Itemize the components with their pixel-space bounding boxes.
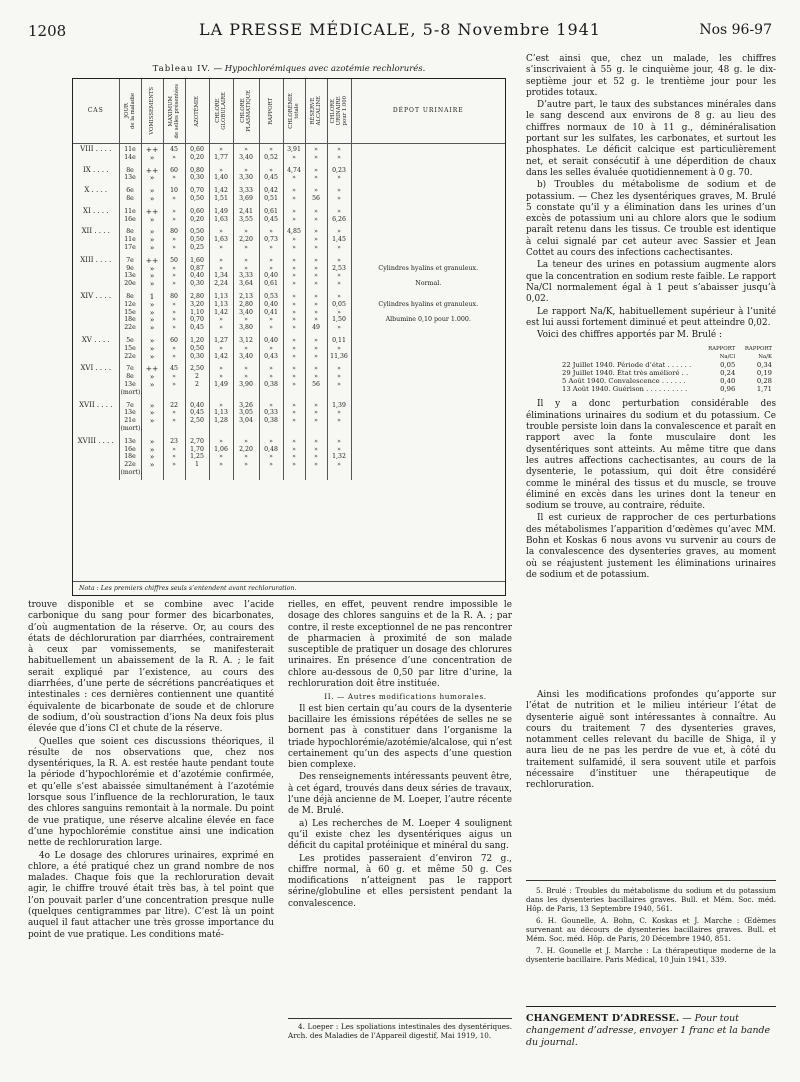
cell-jour: 8e 13e — [119, 165, 141, 186]
table-body — [73, 144, 505, 480]
ratio-na-k: 0,19 — [756, 369, 772, 378]
cell-ctot: 3,91 » — [283, 144, 305, 165]
cell-vom: 1 » » » » — [141, 291, 163, 335]
page-header — [28, 8, 772, 40]
cell-azot: 0,80 0,30 — [185, 165, 209, 186]
cell-ctot: » » — [283, 206, 305, 227]
cell-cglob: » 1,40 — [209, 165, 233, 186]
table-row — [73, 185, 505, 206]
footnote-4 — [288, 1022, 512, 1043]
paragraph: 4o Le dosage des chlorures urinaires, exprimé en chlore, a été pratiqué chez un grand nombre de nos malades. Chaque fois que la rechloruration devait agir, le chiffre trouvé était très bas, à tel point que l’on pouvait parler d’une concentration presque nulle (quelques centigrammes par litre). C’est là un point auquel il faut attacher une très grosse importance du point de vue pratique. Les conditions maté- — [28, 850, 274, 940]
ratio-na-cl: 0,40 — [720, 377, 736, 386]
header-chlore-plasmatique: CHLORE PLASMATIQUE — [233, 79, 259, 144]
table-row — [73, 165, 505, 186]
cell-depot: Cylindres hyalins et granuleux. Normal. — [378, 264, 479, 288]
table-row — [73, 335, 505, 363]
paragraph: b) Troubles du métabolisme de sodium et de potassium. — Chez les dysentériques graves, M. Brulé 5 constate qu’il y a élimination dans les urines d’un excès de potassium uni au chlore alors que le sodium paraît retenu dans les tissus. Ce trouble est identique à celui signalé par cet auteur avec Sassier et Jean Cottet au cours des infections cachectisantes. — [526, 180, 776, 259]
paragraph: rielles, en effet, peuvent rendre impossible le dosage des chlores sanguins et de la R. A. ; par contre, il reste exceptionnel de ne pas rencontrer de pharmacien à proximité de son malade susceptible de pratiquer un dosage des chlorures urinaires. En présence d’une concentration de chlore au-dessous de 0,50 par litre d’urine, la rechloruration doit être instituée. — [288, 600, 512, 690]
cell-azot: 0,70 0,50 — [185, 185, 209, 206]
cell-azot: 1,60 0,87 0,40 0,30 — [185, 255, 209, 291]
cell-ctot: » » » » — [283, 255, 305, 291]
cell-max: 45 » — [163, 144, 185, 165]
cell-cplasm: 3,33 3,69 — [233, 185, 259, 206]
cell-jour: 8e 11e 17e — [119, 226, 141, 254]
cell-cur: » » 1,32 » — [327, 436, 351, 480]
column-c — [526, 690, 776, 792]
table-row — [73, 436, 505, 480]
header-rapport: RAPPORT — [259, 79, 283, 144]
issue-number: Nos 96-97 — [699, 22, 772, 38]
paragraph: La teneur des urines en potassium augmente alors que la concentration en sodium reste faible. Le rapport Na/Cl normalement égal à 1 peut s’abaisser jusqu’à 0,02. — [526, 260, 776, 305]
cell-max: 10 » — [163, 185, 185, 206]
cell-max: 80 » » — [163, 226, 185, 254]
cell-ra: » » — [305, 144, 327, 165]
cell-depot — [351, 436, 505, 480]
cell-cas: XVI . . . . — [73, 363, 119, 399]
cell-ctot: » » » — [283, 363, 305, 399]
table-row — [73, 255, 505, 291]
cell-depot — [351, 206, 505, 227]
cell-jour: 7e 9e 13e 20e — [119, 255, 141, 291]
cell-jour: 11e 16e — [119, 206, 141, 227]
cell-ra: » » — [305, 206, 327, 227]
header-maximum: MAXIMUM de selles présentées — [163, 79, 185, 144]
cell-cplasm: » 2,20 » — [233, 226, 259, 254]
paragraph: Il est curieux de rapprocher de ces perturbations des métabolismes l’apparition d’œdèmes qu’avec MM. Bohn et Koskas 6 nous avons vu survenir au cours de la convalescence des dysenteries graves, au moment où se réajustent justement les éliminations urinaires de sodium et de potassium. — [526, 513, 776, 580]
paragraph: Ainsi les modifications profondes qu’apporte sur l’état de nutrition et le milieu intérieur l’état de dysenterie aiguë sont intéressantes à connaître. Au cours du traitement 7 des dysenteries graves, notamment celles relevant du bacille de Shiga, il y aura lieu de ne pas les perdre de vue et, à côté du traitement sulfamidé, il sera souvent utile et parfois nécessaire d’instituer une thérapeutique de rechloruration. — [526, 690, 776, 791]
cell-cplasm: » 3,30 — [233, 165, 259, 186]
header-chlore-globulaire: CHLORE GLOBULAIRE — [209, 79, 233, 144]
cell-azot: 0,50 0,50 0,25 — [185, 226, 209, 254]
cell-cplasm: » 2,20 » » — [233, 436, 259, 480]
right-column — [526, 54, 776, 581]
cell-ra: » » » » — [305, 255, 327, 291]
ratio-body — [526, 361, 776, 393]
cell-cas: IX . . . . — [73, 165, 119, 186]
cell-cur: » » » — [327, 363, 351, 399]
table-row — [73, 206, 505, 227]
cell-cas: XIV . . . . — [73, 291, 119, 335]
paragraph: Le rapport Na/K, habituellement supérieur à l’unité est lui aussi fortement diminué et peut atteindre 0,02. — [526, 306, 776, 328]
header-reserve: RÉSERVE ALCALINE — [305, 79, 327, 144]
cell-cplasm: 3,26 3,05 3,04 — [233, 400, 259, 436]
cell-ctot: » » » » » — [283, 291, 305, 335]
cell-max: 60 » — [163, 165, 185, 186]
cell-max: 45 » » — [163, 363, 185, 399]
cell-cglob: 1,27 » 1,42 — [209, 335, 233, 363]
cell-cur: » 2,53 » » — [327, 255, 351, 291]
cell-depot — [351, 185, 505, 206]
cell-jour: 7e 8e 13e (mort). — [119, 363, 141, 399]
table-row — [73, 291, 505, 335]
paragraph: Il y a donc perturbation considérable des éliminations urinaires du sodium et du potassium. Ce trouble persiste loin dans la convalescence et paraît en rapport avec la fonte musculaire dont les dysentériques sont atteints. Au même titre que dans les autres affections cachectisantes, au cours de la dysenterie, le potassium, qui doit être considéré comme le minéral des tissus et du muscle, se trouve éliminé en excès dans les urines dont la teneur en sodium se trouve, au contraire, réduite. — [526, 399, 776, 512]
cell-depot — [351, 335, 505, 363]
cell-cas: XVIII . . . . — [73, 436, 119, 480]
footnote-5: 5. Brulé : Troubles du métabolisme du sodium et du potassium dans les dysenteries bacillaires graves. Bull. et Mém. Soc. méd. Hôp. de Paris, 13 Septembre 1940, 561. — [526, 886, 776, 913]
cell-cur: » 6,26 — [327, 206, 351, 227]
ratio-row — [526, 377, 776, 385]
cell-jour: 8e 12e 15e 18e 22e — [119, 291, 141, 335]
cell-vom: ++ » » — [141, 363, 163, 399]
paragraph: Des renseignements intéressants peuvent être, à cet égard, trouvés dans deux séries de travaux, l’une déjà ancienne de M. Loeper, l’autre récente de M. Brulé. — [288, 772, 512, 817]
cell-cglob: » » 1,49 — [209, 363, 233, 399]
cell-rap: » 0,73 » — [259, 226, 283, 254]
cell-rap: 0,53 0,40 0,41 » » — [259, 291, 283, 335]
cell-rap: » » 0,38 — [259, 363, 283, 399]
cell-cas: XV . . . . — [73, 335, 119, 363]
ratio-na-k: 1,71 — [756, 385, 772, 394]
cell-cglob: » 1,77 — [209, 144, 233, 165]
cell-cas: VIII . . . . — [73, 144, 119, 165]
ratio-label: 13 Août 1940. Guérison . . . . . . . . . . — [562, 385, 688, 394]
cell-jour: 6e 8e — [119, 185, 141, 206]
cell-cplasm: 2,41 3,55 — [233, 206, 259, 227]
cell-cplasm: 2,13 2,80 3,40 » 3,80 — [233, 291, 259, 335]
cell-cglob: » 1,63 » — [209, 226, 233, 254]
cell-azot: 0,60 0,20 — [185, 206, 209, 227]
notice-title: CHANGEMENT D’ADRESSE. — [526, 1013, 680, 1024]
cell-azot: 1,20 0,50 0,30 — [185, 335, 209, 363]
footnote-6: 6. H. Gounelle, A. Bohn, C. Koskas et J. Marche : Œdèmes survenant au décours de dysenteries bacillaires graves. Bull. et Mém. Soc. méd. Hôp. de Paris, 20 Décembre 1940, 851. — [526, 916, 776, 943]
footnotes-5-7 — [526, 886, 776, 967]
cell-rap: 0,42 0,51 — [259, 185, 283, 206]
cell-cglob: 1,49 1,63 — [209, 206, 233, 227]
header-chlore-urinaire: CHLORE URINAIRE pour 1.000 — [327, 79, 351, 144]
ratio-label: 5 Août 1940. Convalescence . . . . . . — [562, 377, 686, 386]
cell-ctot: 4,85 » » — [283, 226, 305, 254]
cell-depot — [351, 144, 505, 165]
ratio-header-row — [526, 345, 776, 361]
cell-cas: X . . . . — [73, 185, 119, 206]
cell-cplasm: 3,12 » 3,40 — [233, 335, 259, 363]
ratio-table — [526, 345, 776, 393]
clinical-table — [73, 79, 505, 480]
table-caption-label: Tableau IV. — [152, 64, 211, 74]
cell-azot: 0,60 0,20 — [185, 144, 209, 165]
cell-cur: 0,23 » — [327, 165, 351, 186]
cell-rap: 0,40 » 0,43 — [259, 335, 283, 363]
cell-rap: » 0,33 0,38 — [259, 400, 283, 436]
table-header-row — [73, 79, 505, 144]
cell-rap: » » 0,40 0,61 — [259, 255, 283, 291]
column-b — [288, 600, 512, 910]
cell-vom: » » » — [141, 226, 163, 254]
cell-vom: ++ » — [141, 206, 163, 227]
cell-max: 50 » » » — [163, 255, 185, 291]
ratio-header-na-cl: RAPPORT Na/Cl — [708, 346, 736, 361]
footnote-rule-c — [526, 880, 776, 881]
table-row — [73, 144, 505, 165]
header-azotemie: AZOTÉMIE — [185, 79, 209, 144]
cell-cglob: » 1,06 » » — [209, 436, 233, 480]
cell-vom: ++ » » » — [141, 255, 163, 291]
footnote-7: 7. H. Gounelle et J. Marche : La thérapeutique moderne de la dysenterie bacillaire. Paris Médical, 10 Juin 1941, 339. — [526, 946, 776, 964]
section-heading: II. — Autres modifications humorales. — [324, 692, 487, 702]
table-row — [73, 400, 505, 436]
cell-rap: » 0,52 — [259, 144, 283, 165]
cell-rap: » 0,48 » » — [259, 436, 283, 480]
cell-max: 80 » » » » — [163, 291, 185, 335]
table-row — [73, 226, 505, 254]
ratio-label: 29 Juillet 1940. État très amélioré . . — [562, 369, 689, 378]
cell-max: 60 » » — [163, 335, 185, 363]
ratio-row — [526, 369, 776, 377]
cell-max: » » — [163, 206, 185, 227]
paragraph: Les protides passeraient d’environ 72 g., chiffre normal, à 60 g. et même 50 g. Ces modifications n’atteignent pas le rapport sérine/globuline et elles persistent pendant la convalescence. — [288, 853, 512, 909]
cell-vom: » » — [141, 185, 163, 206]
cell-depot — [351, 363, 505, 399]
cell-vom: » » » — [141, 335, 163, 363]
cell-ra: » » » — [305, 335, 327, 363]
address-change-notice — [526, 1006, 776, 1049]
cell-cur: 0,11 » 11,36 — [327, 335, 351, 363]
ratio-na-cl: 0,24 — [720, 369, 736, 378]
cell-depot — [351, 165, 505, 186]
ratio-header-na-k: RAPPORT Na/K — [744, 346, 772, 361]
ratio-row — [526, 385, 776, 393]
cell-vom: ++ » — [141, 165, 163, 186]
cell-ra: » » 56 — [305, 363, 327, 399]
cell-cplasm: » 3,40 — [233, 144, 259, 165]
header-cas: CAS — [73, 79, 119, 144]
cell-depot: Cylindres hyalins et granuleux. Albumine 0,10 pour 1.000. — [378, 300, 479, 324]
header-chloremie: CHLORÉMIE totale — [283, 79, 305, 144]
cell-cur: » » — [327, 144, 351, 165]
ratio-na-cl: 0,96 — [720, 385, 736, 394]
cell-cas: XII . . . . — [73, 226, 119, 254]
cell-cglob: 1,13 1,13 1,42 » » — [209, 291, 233, 335]
cell-jour: 7e 13e 21e (mort). — [119, 400, 141, 436]
table-note: Nota : Les premiers chiffres seuls s’entendent avant rechloruration. — [73, 581, 505, 595]
cell-cplasm: » » 3,90 — [233, 363, 259, 399]
paragraph: Quelles que soient ces discussions théoriques, il résulte de nos observations que, chez nos dysentériques, la R. A. est restée haute pendant toute la période d’hypochlorémie et d’azotémie confirmée, et qu’elle s’est abaissée simultanément à l’azotémie lorsque sous l’influence de la rechloruration, le taux des chlores sanguins remontait à la normale. Du point de vue pratique, une réserve alcaline élevée en face d’une hypochlorémie constitue ainsi une indication nette de rechloruration large. — [28, 736, 274, 849]
cell-rap: » 0,45 — [259, 165, 283, 186]
cell-cas: XI . . . . — [73, 206, 119, 227]
header-jour: JOUR de la maladie — [119, 79, 141, 144]
cell-ra: » » » » — [305, 436, 327, 480]
cell-azot: 2,70 1,70 1,25 1 — [185, 436, 209, 480]
footnote-text: 4. Loeper : Les spoliations intestinales des dysentériques. Arch. des Maladies de l’Appareil digestif, Mai 1919, 10. — [288, 1022, 512, 1040]
cell-vom: ++ » — [141, 144, 163, 165]
cell-cplasm: » » 3,33 3,64 — [233, 255, 259, 291]
cell-cglob: » » 1,34 2,24 — [209, 255, 233, 291]
table-frame — [72, 78, 506, 596]
cell-ra: » » » — [305, 226, 327, 254]
cell-ra: » » » — [305, 400, 327, 436]
cell-rap: 0,61 0,45 — [259, 206, 283, 227]
cell-ra: » 56 — [305, 185, 327, 206]
cell-cur: » 0,05 » 1,50 » — [327, 291, 351, 335]
header-vomissements: VOMISSEMENTS — [141, 79, 163, 144]
cell-ctot: » » — [283, 185, 305, 206]
journal-title: LA PRESSE MÉDICALE, 5-8 Novembre 1941 — [199, 20, 601, 39]
cell-cas: XIII . . . . — [73, 255, 119, 291]
cell-jour: 11e 14e — [119, 144, 141, 165]
paragraph: trouve disponible et se combine avec l’acide carbonique du sang pour former des bicarbonates, d’où augmentation de la réserve. Or, au cours des états de déchloruration par diarrhées, contrairement à ceux par vomissements, se manifesterait habituellement un abaissement de la R. A. ; le fait serait expliqué par l’existence, au cours des diarrhées, d’une perte de sécrétions pancréatiques et intestinales : ces dernières contiennent une quantité équivalente de bicarbonate de soude et de chlorure de sodium, d’où soustraction d’ions Na deux fois plus élevée que d’ions Cl et chute de la réserve. — [28, 600, 274, 735]
footnote-rule-b — [288, 1018, 512, 1019]
cell-azot: 2,80 3,20 1,10 0,70 0,45 — [185, 291, 209, 335]
cell-cas: XVII . . . . — [73, 400, 119, 436]
ratio-na-k: 0,28 — [756, 377, 772, 386]
cell-vom: » » » — [141, 400, 163, 436]
cell-cglob: 1,42 1,51 — [209, 185, 233, 206]
table-iv — [72, 64, 506, 600]
header-depot: DÉPOT URINAIRE — [351, 79, 505, 144]
cell-depot — [351, 400, 505, 436]
table-caption-title: — Hypochlorémiques avec azotémie rechlorurés. — [213, 64, 426, 74]
page-number: 1208 — [28, 22, 67, 40]
cell-ra: » » — [305, 165, 327, 186]
paragraph: Voici des chiffres apportés par M. Brulé : — [537, 330, 722, 341]
cell-cur: » 1,45 » — [327, 226, 351, 254]
ratio-na-cl: 0,05 — [720, 361, 736, 370]
cell-vom: » » » » — [141, 436, 163, 480]
ratio-header-blank — [526, 345, 703, 361]
paragraph: a) Les recherches de M. Loeper 4 soulignent qu’il existe chez les dysentériques aigus un déficit du capital protéinique et minéral du sang. — [288, 818, 512, 852]
cell-ctot: » » » — [283, 335, 305, 363]
table-row — [73, 363, 505, 399]
column-a — [28, 600, 274, 941]
cell-max: 22 » » — [163, 400, 185, 436]
table-caption — [72, 64, 506, 74]
cell-ctot: 4,74 » — [283, 165, 305, 186]
cell-cur: » » — [327, 185, 351, 206]
ratio-label: 22 Juillet 1940. Période d’état . . . . . . — [562, 361, 692, 370]
paragraph: D’autre part, le taux des substances minérales dans le sang descend aux environs de 8 g. au lieu des chiffres normaux de 10 à 11 g., déminéralisation portant sur les sulfates, les carbonates, et surtout les phosphates. Le déficit calcique est particulièrement net, et serait consécutif à une déperdition de chaux dans les selles évaluée quotidiennement à 0 g. 70. — [526, 100, 776, 178]
paragraph: Il est bien certain qu’au cours de la dysenterie bacillaire les émissions répétées de selles ne se bornent pas à constituer dans l’organisme la triade hypochlorémie/azotémie/alcalose, qui n’est certainement qu’un des aspects d’une question bien complexe. — [288, 703, 512, 771]
cell-cglob: » 1,13 1,28 — [209, 400, 233, 436]
cell-jour: 5e 15e 22e — [119, 335, 141, 363]
cell-ctot: » » » » — [283, 436, 305, 480]
cell-ra: » » » » 49 — [305, 291, 327, 335]
cell-ctot: » » » — [283, 400, 305, 436]
paragraph: C’est ainsi que, chez un malade, les chiffres s’inscrivaient à 55 g. le cinquième jour, 48 g. le dix-septième jour et 52 g. le trentième jour pour les protides totaux. — [526, 54, 776, 98]
cell-cur: 1,39 » » — [327, 400, 351, 436]
ratio-na-k: 0,34 — [756, 361, 772, 370]
cell-depot — [351, 226, 505, 254]
notice-body: — Pour tout changement d’adresse, envoyer 1 franc et la bande du journal. — [526, 1013, 771, 1048]
cell-max: 23 » » » — [163, 436, 185, 480]
cell-azot: 2,50 2 2 — [185, 363, 209, 399]
cell-azot: 0,40 0,45 2,50 — [185, 400, 209, 436]
cell-jour: 13e 16e 18e 22e (mort). — [119, 436, 141, 480]
